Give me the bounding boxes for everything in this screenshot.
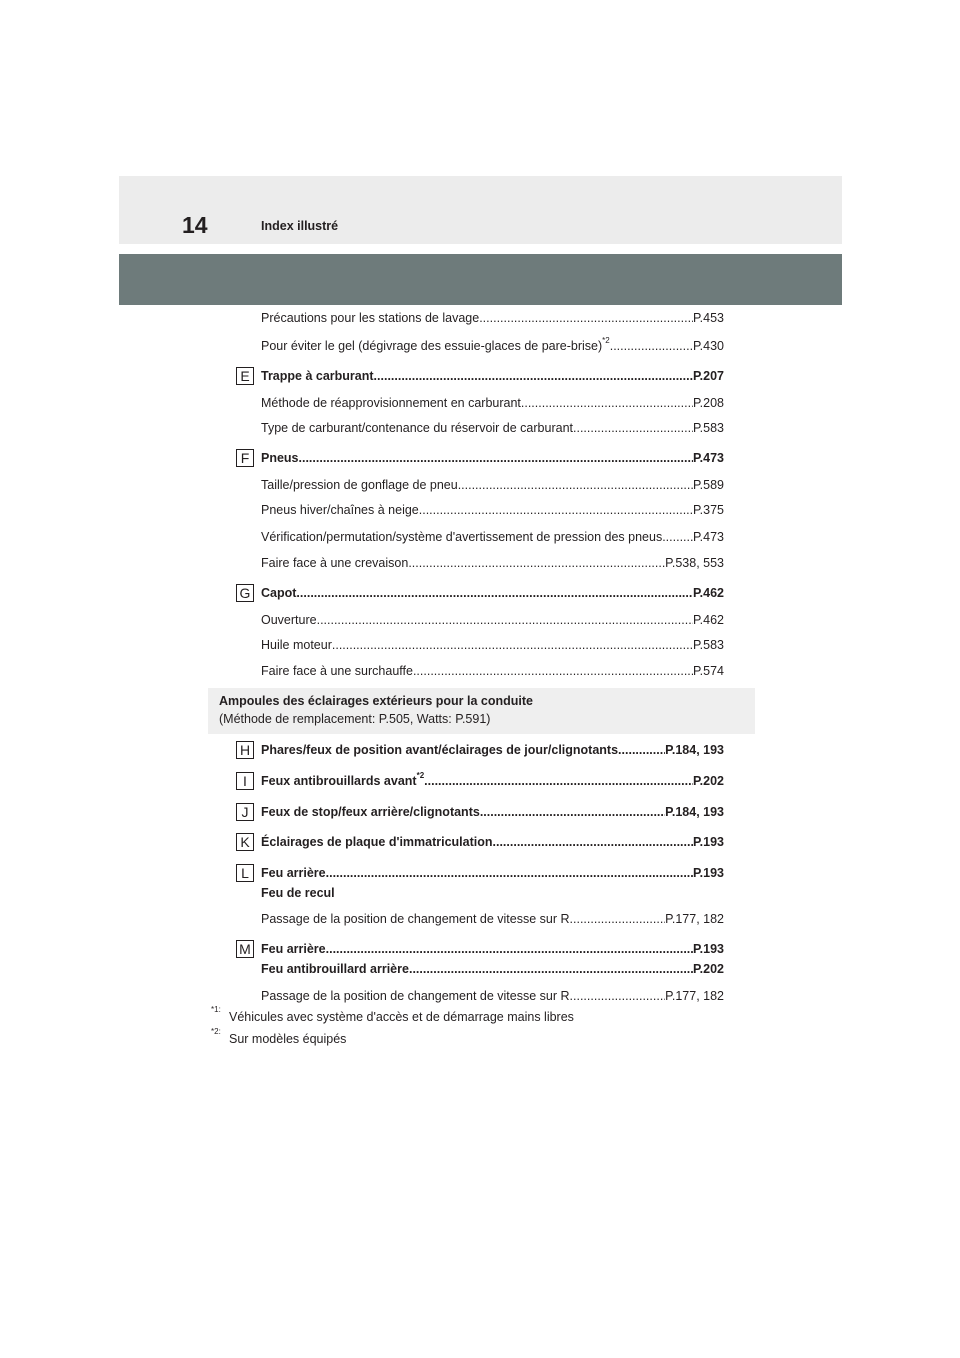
entry-page-ref[interactable]: P.462 [692,613,724,627]
leader-dots [374,369,693,383]
entry-label: Pneus [261,451,299,465]
leader-dots [573,421,693,435]
index-heading: Feu de recul [261,886,335,900]
leader-dots [296,586,693,600]
index-entry [261,336,724,353]
entry-label: Éclairages de plaque d'immatriculation [261,835,493,849]
index-entry [261,451,724,465]
lights-section-subtitle: (Méthode de remplacement: P.505, Watts: P.591) [219,712,491,726]
header-band [119,176,842,244]
leader-dots [326,942,693,956]
index-entry [261,638,724,652]
entry-page-ref[interactable]: P.589 [692,478,724,492]
header-dark-band [119,254,842,305]
footnote-2 [211,1027,347,1047]
entry-label: Faire face à une surchauffe [261,664,413,678]
index-entry [261,771,724,788]
index-entry [261,835,724,849]
index-entry [261,962,724,976]
entry-label: Pneus hiver/chaînes à neige [261,503,419,517]
entry-page-ref[interactable]: P.202 [692,774,724,788]
index-entry [261,396,724,410]
item-letter-badge: G [236,584,254,602]
entry-label: Trappe à carburant [261,369,374,383]
entry-label: Feu antibrouillard arrière [261,962,409,976]
entry-page-ref[interactable]: P.208 [692,396,724,410]
entry-label: Taille/pression de gonflage de pneu [261,478,458,492]
item-letter-badge: L [236,864,254,882]
item-letter-badge: J [236,803,254,821]
header-separator [119,244,842,254]
entry-page-ref[interactable]: P.202 [692,962,724,976]
entry-label: Feux de stop/feux arrière/clignotants [261,805,480,819]
entry-label: Pour éviter le gel (dégivrage des essuie-glaces de pare-brise)$^{*2}$ [261,336,610,353]
item-letter-badge: K [236,833,254,851]
entry-label: Type de carburant/contenance du réservoir de carburant [261,421,573,435]
leader-dots [458,478,693,492]
entry-page-ref[interactable]: P.538, 553 [665,556,724,570]
entry-label: Capot [261,586,297,600]
leader-dots [610,339,693,353]
index-entry [261,805,724,819]
entry-label: Passage de la position de changement de vitesse sur R [261,989,570,1003]
lights-section-title: Ampoules des éclairages extérieurs pour la conduite [219,694,533,708]
entry-label: Feux antibrouillards avant$^{*2}$ [261,771,425,788]
leader-dots [419,503,693,517]
entry-page-ref[interactable]: P.473 [692,530,724,544]
entry-label: Vérification/permutation/système d'avertissement de pression des pneus [261,530,663,544]
index-entry [261,912,724,926]
index-entry [261,664,724,678]
index-entry [261,556,724,570]
entry-page-ref[interactable]: P.583 [692,421,724,435]
item-letter-badge: E [236,367,254,385]
entry-page-ref[interactable]: P.473 [692,451,724,465]
leader-dots [479,311,693,325]
entry-page-ref[interactable]: P.375 [692,503,724,517]
index-entry [261,530,724,544]
entry-page-ref[interactable]: P.453 [692,311,724,325]
entry-page-ref[interactable]: P.177, 182 [665,989,724,1003]
footnote-ref: *2 [416,771,425,780]
entry-page-ref[interactable]: P.430 [692,339,724,353]
leader-dots [618,743,665,757]
entry-page-ref[interactable]: P.193 [692,835,724,849]
index-entry [261,866,724,880]
item-letter-badge: H [236,741,254,759]
footnote-mark: *2: [211,1027,221,1036]
item-letter-badge: F [236,449,254,467]
entry-page-ref[interactable]: P.462 [692,586,724,600]
entry-label: Méthode de réapprovisionnement en carburant [261,396,521,410]
footnote-text: Sur modèles équipés [229,1032,347,1046]
leader-dots [409,962,693,976]
entry-label: Feu arrière [261,866,326,880]
entry-page-ref[interactable]: P.207 [692,369,724,383]
leader-dots [493,835,693,849]
index-entry [261,586,724,600]
leader-dots [480,805,665,819]
index-entry [261,478,724,492]
entry-page-ref[interactable]: P.583 [692,638,724,652]
entry-page-ref[interactable]: P.177, 182 [665,912,724,926]
entry-label: Passage de la position de changement de vitesse sur R [261,912,570,926]
leader-dots [326,866,693,880]
index-entry [261,942,724,956]
leader-dots [299,451,693,465]
index-entry [261,613,724,627]
entry-page-ref[interactable]: P.193 [692,866,724,880]
index-entry [261,369,724,383]
entry-label: Précautions pour les stations de lavage [261,311,480,325]
footnote-mark: *1: [211,1005,221,1014]
leader-dots [332,638,693,652]
entry-page-ref[interactable]: P.184, 193 [665,743,724,757]
entry-label: Ouverture [261,613,317,627]
index-entry [261,421,724,435]
page-number: 14 [182,212,208,238]
entry-page-ref[interactable]: P.184, 193 [665,805,724,819]
entry-label: Feu arrière [261,942,326,956]
entry-page-ref[interactable]: P.574 [692,664,724,678]
leader-dots [408,556,665,570]
footnote-ref: *2 [602,336,610,345]
leader-dots [317,613,693,627]
leader-dots [521,396,693,410]
footnote-text: Véhicules avec système d'accès et de démarrage mains libres [229,1010,574,1024]
leader-dots [424,774,693,788]
index-entry [261,743,724,757]
leader-dots [662,530,693,544]
leader-dots [413,664,693,678]
entry-label: Phares/feux de position avant/éclairages de jour/clignotants [261,743,619,757]
item-letter-badge: I [236,772,254,790]
entry-label: Faire face à une crevaison [261,556,409,570]
index-entry [261,311,724,325]
index-entry [261,503,724,517]
leader-dots [570,912,666,926]
entry-page-ref[interactable]: P.193 [692,942,724,956]
item-letter-badge: M [236,940,254,958]
footnote-1 [211,1005,574,1025]
index-entry [261,989,724,1003]
section-title: Index illustré [261,219,339,233]
leader-dots [570,989,666,1003]
entry-label: Huile moteur [261,638,332,652]
